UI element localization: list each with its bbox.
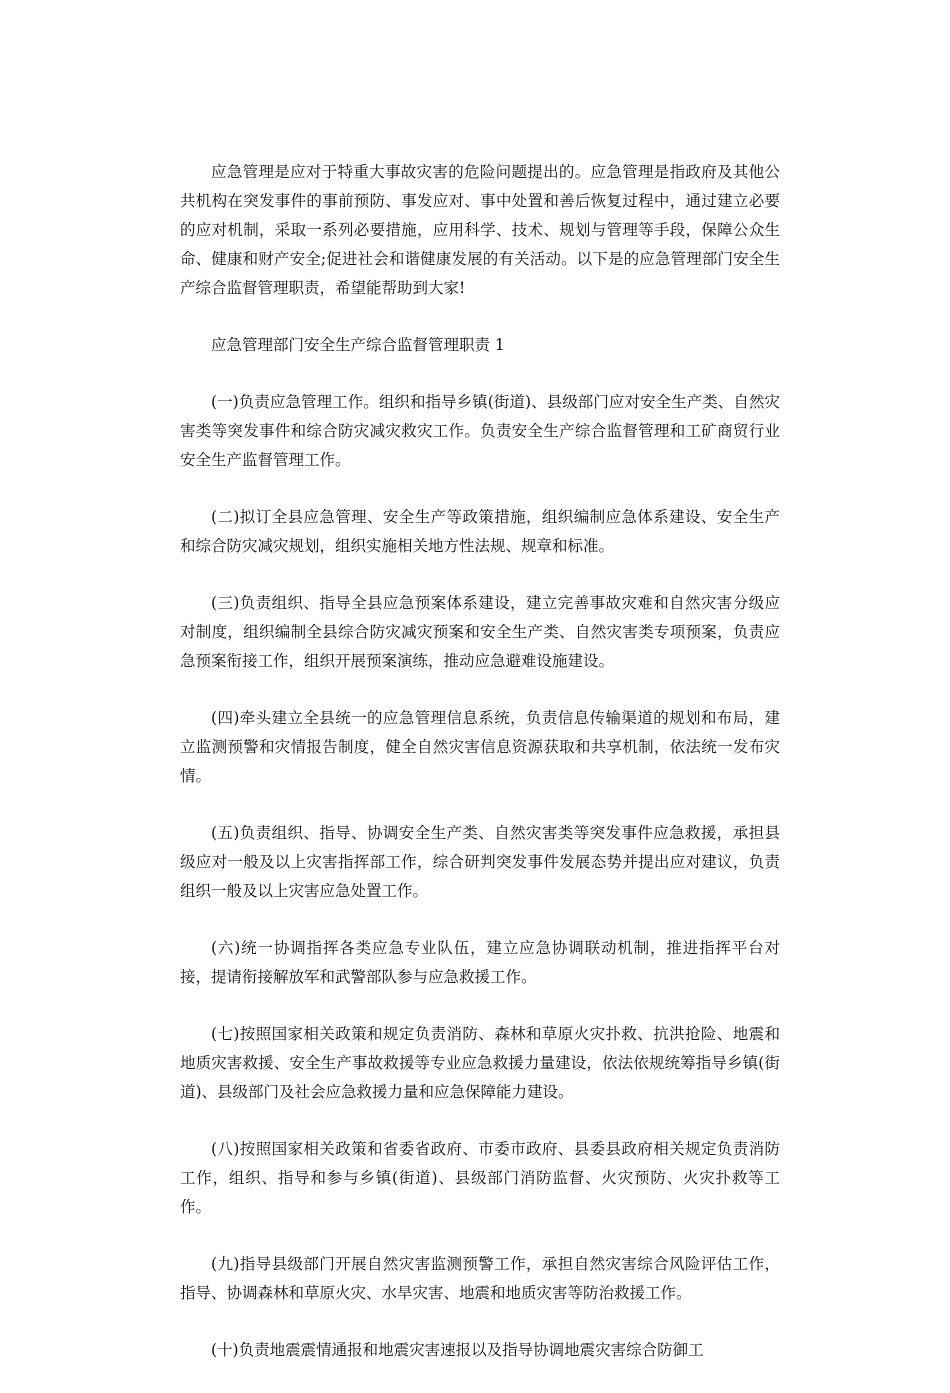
duty-item-8: (八)按照国家相关政策和省委省政府、市委市政府、县委县政府相关规定负责消防工作，组织、指导和参与乡镇(街道)、县级部门消防监督、火灾预防、火灾扑救等工作。	[180, 1140, 780, 1216]
duty-item-6: (六)统一协调指挥各类应急专业队伍，建立应急协调联动机制，推进指挥平台对接，提请衔接解放军和武警部队参与应急救援工作。	[180, 939, 780, 986]
duty-item-2: (二)拟订全县应急管理、安全生产等政策措施，组织编制应急体系建设、安全生产和综合防灾减灾规划，组织实施相关地方性法规、规章和标准。	[180, 508, 780, 555]
section-heading: 应急管理部门安全生产综合监督管理职责 1	[211, 336, 505, 354]
intro-paragraph: 应急管理是应对于特重大事故灾害的危险问题提出的。应急管理是指政府及其他公共机构在突发事件的事前预防、事发应对、事中处置和善后恢复过程中，通过建立必要的应对机制，采取一系列必要措施，应用科学、技术、规划与管理等手段，保障公众生命、健康和财产安全;促进社会和谐健康发展的有关活动。以下是的应急管理部门安全生产综合监督管理职责，希望能帮助到大家!	[180, 163, 780, 297]
duty-item-10: (十)负责地震震情通报和地震灾害速报以及指导协调地震灾害综合防御工	[211, 1341, 704, 1359]
duty-item-4: (四)牵头建立全县统一的应急管理信息系统，负责信息传输渠道的规划和布局，建立监测预警和灾情报告制度，健全自然灾害信息资源获取和共享机制，依法统一发布灾情。	[180, 709, 780, 785]
document-body	[180, 158, 780, 1393]
duty-item-1: (一)负责应急管理工作。组织和指导乡镇(街道)、县级部门应对安全生产类、自然灾害类等突发事件和综合防灾减灾救灾工作。负责安全生产综合监督管理和工矿商贸行业安全生产监督管理工作。	[180, 393, 780, 469]
duty-item-7: (七)按照国家相关政策和规定负责消防、森林和草原火灾扑救、抗洪抢险、地震和地质灾害救援、安全生产事故救援等专业应急救援力量建设，依法依规统筹指导乡镇(街道)、县级部门及社会应急救援力量和应急保障能力建设。	[180, 1025, 780, 1101]
duty-item-5: (五)负责组织、指导、协调安全生产类、自然灾害类等突发事件应急救援，承担县级应对一般及以上灾害指挥部工作，综合研判突发事件发展态势并提出应对建议，负责组织一般及以上灾害应急处置工作。	[180, 824, 780, 900]
duty-item-9: (九)指导县级部门开展自然灾害监测预警工作，承担自然灾害综合风险评估工作，指导、协调森林和草原火灾、水旱灾害、地震和地质灾害等防治救援工作。	[180, 1255, 780, 1302]
duty-item-3: (三)负责组织、指导全县应急预案体系建设，建立完善事故灾难和自然灾害分级应对制度，组织编制全县综合防灾减灾预案和安全生产类、自然灾害类专项预案，负责应急预案衔接工作，组织开展预案演练，推动应急避难设施建设。	[180, 594, 780, 670]
